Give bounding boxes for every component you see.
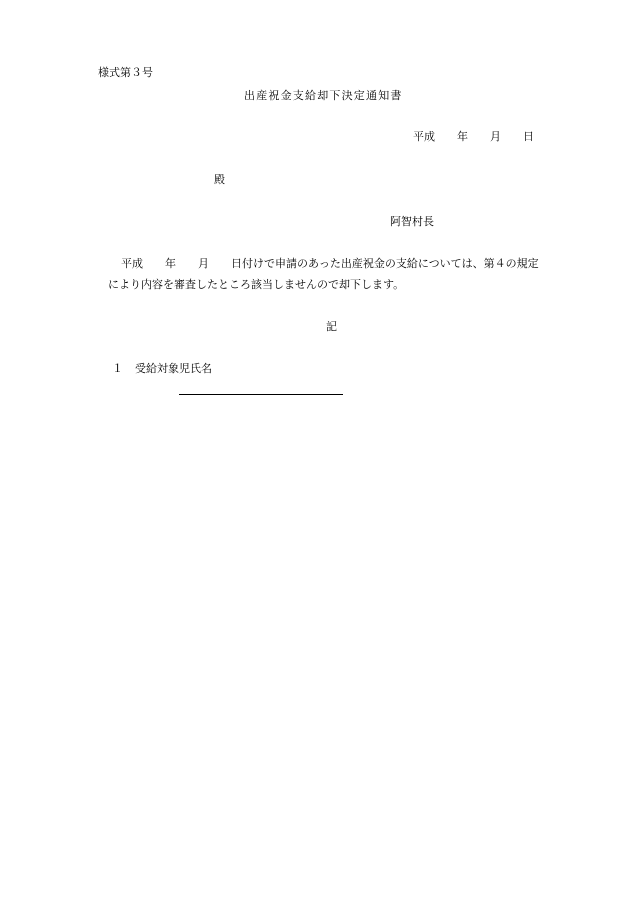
document-title: 出産祝金支給却下決定通知書	[244, 89, 403, 102]
name-entry-line	[179, 394, 343, 395]
item-label: 受給対象児氏名	[135, 362, 212, 375]
body-text-line-2: により内容を審査したところ該当しませんので却下します。	[108, 278, 405, 291]
date-line: 平成 年 月 日	[413, 130, 534, 143]
addressee-suffix: 殿	[214, 173, 225, 186]
form-number: 様式第３号	[98, 66, 153, 79]
issuer-name: 阿智村長	[390, 215, 434, 228]
body-text-line-1: 平成 年 月 日付けで申請のあった出産祝金の支給については、第４の規定	[121, 257, 539, 270]
ki-heading: 記	[326, 320, 337, 333]
item-number: １	[112, 362, 123, 375]
